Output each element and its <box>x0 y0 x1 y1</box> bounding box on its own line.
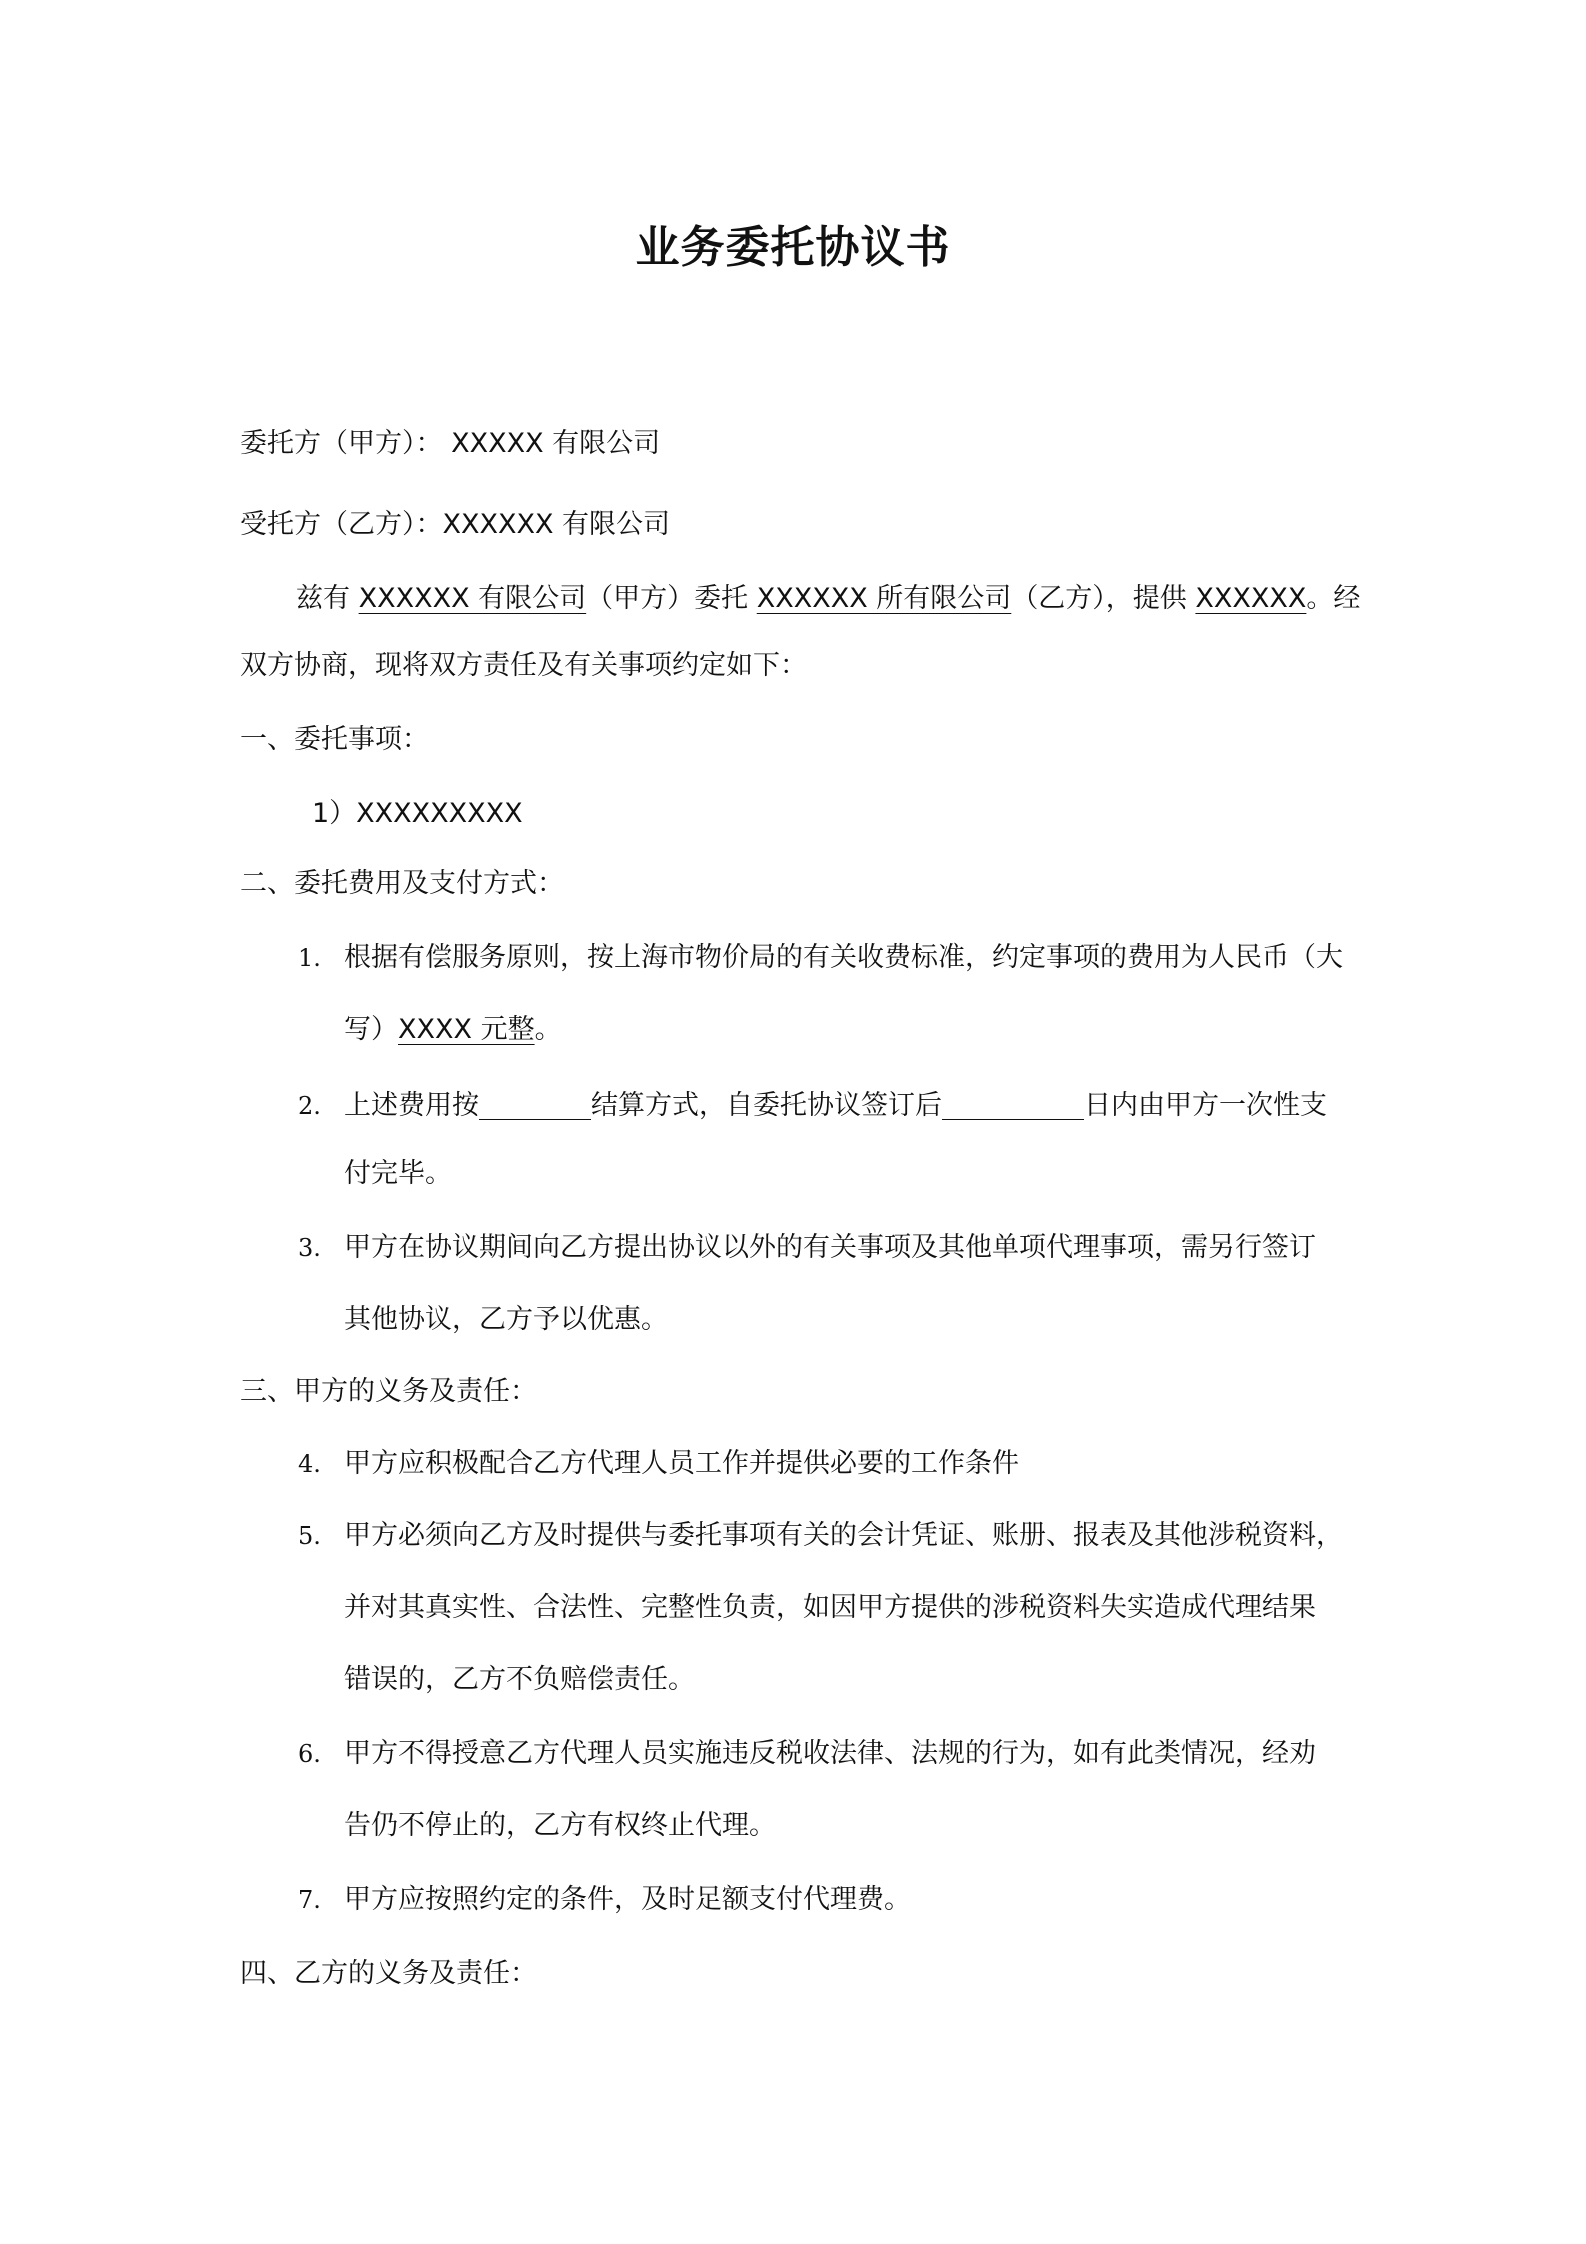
document-title: 业务委托协议书 <box>635 222 951 273</box>
section-2-item-1-line-1 <box>298 938 1343 978</box>
section-3-heading: 三、甲方的义务及责任： <box>240 1376 537 1407</box>
section-3-item-6-line-2: 告仍不停止的，乙方有权终止代理。 <box>344 1810 776 1841</box>
section-4-heading: 四、乙方的义务及责任： <box>240 1958 537 1989</box>
section-3-item-4 <box>298 1444 1019 1484</box>
section-2-item-2-line-1 <box>298 1086 1327 1126</box>
intro-prefix: 兹有 <box>296 583 359 614</box>
party-a-line: 委托方（甲方）： XXXXX 有限公司 <box>240 428 661 459</box>
item-text: 甲方必须向乙方及时提供与委托事项有关的会计凭证、账册、报表及其他涉税资料， <box>344 1520 1343 1551</box>
item-text: 甲方应积极配合乙方代理人员工作并提供必要的工作条件 <box>344 1448 1019 1479</box>
section-3-item-7 <box>298 1880 911 1920</box>
item-text: 结算方式，自委托协议签订后 <box>591 1090 942 1121</box>
section-2-item-3-line-2: 其他协议，乙方予以优惠。 <box>344 1304 668 1335</box>
settlement-method-blank <box>479 1089 591 1120</box>
item-text: 日内由甲方一次性支 <box>1084 1090 1327 1121</box>
section-2-item-3-line-1 <box>298 1228 1316 1268</box>
item-text: 根据有偿服务原则，按上海市物价局的有关收费标准，约定事项的费用为人民币（大 <box>344 942 1343 973</box>
item-text: 甲方不得授意乙方代理人员实施违反税收法律、法规的行为，如有此类情况，经劝 <box>344 1738 1316 1769</box>
item-number: 4. <box>298 1450 321 1478</box>
intro-company-a: XXXXXX 有限公司 <box>358 583 587 614</box>
intro-service: XXXXXX <box>1195 583 1307 614</box>
intro-suffix: 。经 <box>1306 583 1361 614</box>
item-text: 。 <box>534 1014 562 1045</box>
intro-paragraph-line-1 <box>296 579 1360 619</box>
item-text: 写） <box>344 1014 398 1045</box>
section-3-item-5-line-3: 错误的，乙方不负赔偿责任。 <box>344 1664 695 1695</box>
intro-paragraph-line-2: 双方协商，现将双方责任及有关事项约定如下： <box>240 650 807 681</box>
section-2-item-2-line-2: 付完毕。 <box>344 1158 452 1189</box>
intro-mid-1: （甲方）委托 <box>586 583 757 614</box>
item-text: 上述费用按 <box>344 1090 479 1121</box>
party-b-line: 受托方（乙方）：XXXXXX 有限公司 <box>240 509 671 540</box>
section-3-item-6-line-1 <box>298 1734 1316 1774</box>
section-2-heading: 二、委托费用及支付方式： <box>240 868 564 899</box>
section-3-item-5-line-1 <box>298 1516 1343 1556</box>
intro-mid-2: （乙方），提供 <box>1011 583 1196 614</box>
intro-company-b: XXXXXX 所有限公司 <box>756 583 1012 614</box>
payment-days-blank <box>942 1089 1084 1120</box>
item-number: 7. <box>298 1886 321 1914</box>
section-1-heading: 一、委托事项： <box>240 724 429 755</box>
item-number: 5. <box>298 1522 321 1550</box>
item-number: 1. <box>298 944 321 972</box>
section-3-item-5-line-2: 并对其真实性、合法性、完整性负责，如因甲方提供的涉税资料失实造成代理结果 <box>344 1592 1316 1623</box>
item-number: 6. <box>298 1740 321 1768</box>
item-text: 甲方应按照约定的条件，及时足额支付代理费。 <box>344 1884 911 1915</box>
item-text: 甲方在协议期间向乙方提出协议以外的有关事项及其他单项代理事项，需另行签订 <box>344 1232 1316 1263</box>
item-number: 3. <box>298 1234 321 1262</box>
item-number: 2. <box>298 1092 321 1120</box>
section-2-item-1-line-2 <box>344 1010 562 1050</box>
fee-amount: XXXX 元整 <box>398 1014 535 1045</box>
section-1-item-1: 1）XXXXXXXXX <box>312 798 523 829</box>
